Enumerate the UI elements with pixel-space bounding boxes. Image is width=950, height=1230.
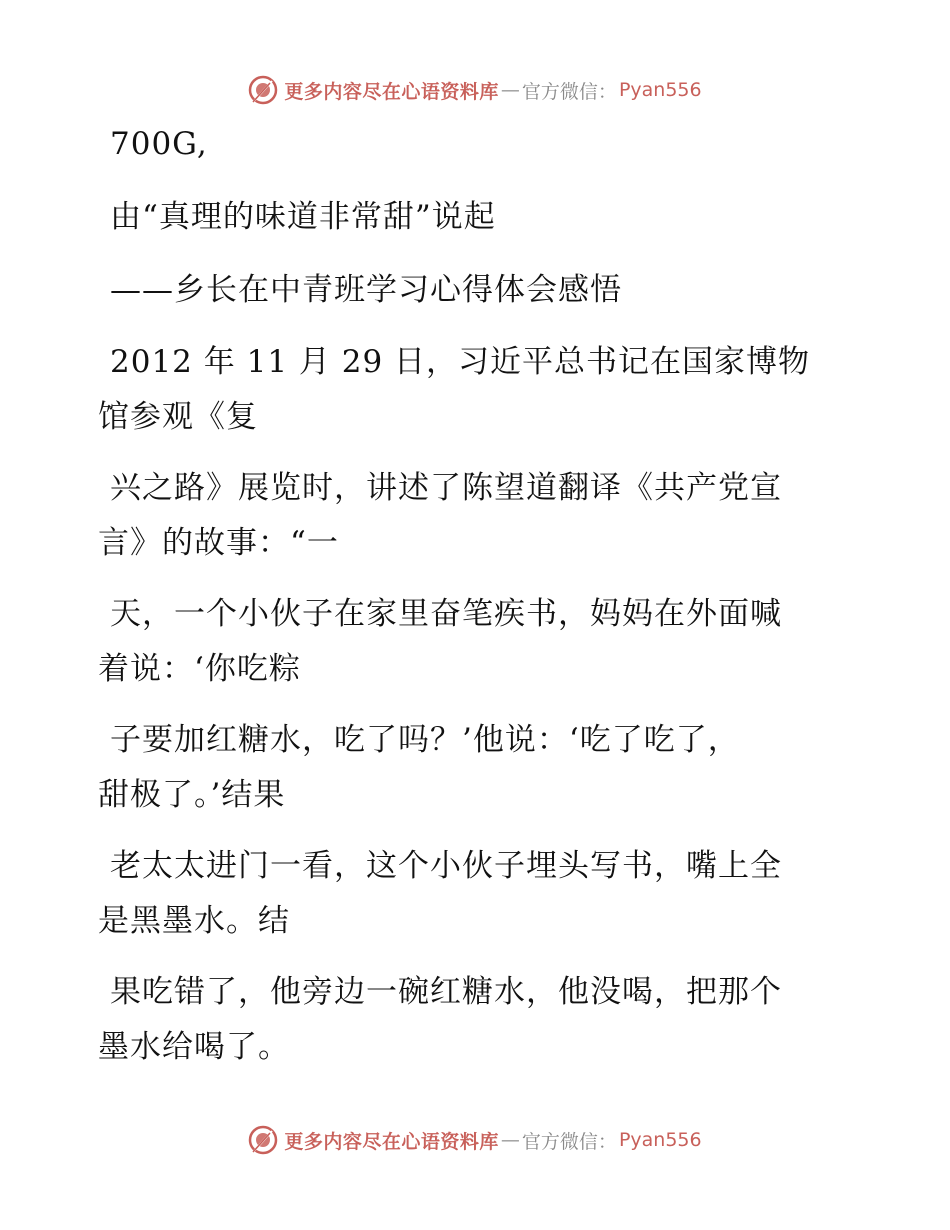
paragraph-1-second: 馆参观《复	[98, 399, 258, 435]
paragraph-2	[98, 461, 858, 571]
paragraph-4-second: 甜极了。’结果	[98, 777, 286, 813]
watermark-dash: —	[500, 1129, 520, 1151]
paragraph-5-second: 是黑墨水。结	[98, 903, 290, 939]
header-watermark	[0, 70, 950, 110]
document-body	[98, 126, 858, 1101]
paragraph-6-first: 果吃错了，他旁边一碗红糖水，他没喝，把那个	[110, 974, 782, 1010]
quill-seal-logo-icon	[248, 1125, 278, 1155]
footer-watermark	[0, 1120, 950, 1160]
watermark-dash: —	[500, 79, 520, 101]
watermark-wechat-id: Pyan556	[618, 1129, 702, 1151]
quill-seal-logo-icon	[248, 75, 278, 105]
watermark-main-text: 更多内容尽在心语资料库	[284, 80, 499, 103]
paragraph-3-second: 着说：‘你吃粽	[98, 651, 301, 687]
watermark-wechat-label: 官方微信：	[521, 80, 617, 103]
paragraph-1	[98, 335, 858, 445]
paragraph-6-second: 墨水给喝了。	[98, 1029, 290, 1065]
paragraph-3	[98, 587, 858, 697]
watermark-main-text: 更多内容尽在心语资料库	[284, 1130, 499, 1153]
paragraph-6	[98, 965, 858, 1075]
paragraph-4	[98, 713, 858, 823]
doc-line-1: 700G,	[110, 126, 208, 162]
watermark-wechat-label: 官方微信：	[521, 1130, 617, 1153]
watermark-wechat-id: Pyan556	[618, 79, 702, 101]
paragraph-3-first: 天，一个小伙子在家里奋笔疾书，妈妈在外面喊	[110, 596, 782, 632]
paragraph-4-first: 子要加红糖水，吃了吗？’他说：‘吃了吃了，	[110, 722, 740, 758]
paragraph-2-second: 言》的故事：“一	[98, 525, 339, 561]
paragraph-2-first: 兴之路》展览时，讲述了陈望道翻译《共产党宣	[110, 470, 782, 506]
paragraph-5	[98, 839, 858, 949]
doc-subtitle: ——乡长在中青班学习心得体会感悟	[110, 272, 622, 308]
doc-title: 由“真理的味道非常甜”说起	[110, 199, 496, 235]
paragraph-5-first: 老太太进门一看，这个小伙子埋头写书，嘴上全	[110, 848, 782, 884]
paragraph-1-first: 2012 年 11 月 29 日，习近平总书记在国家博物	[110, 344, 811, 380]
